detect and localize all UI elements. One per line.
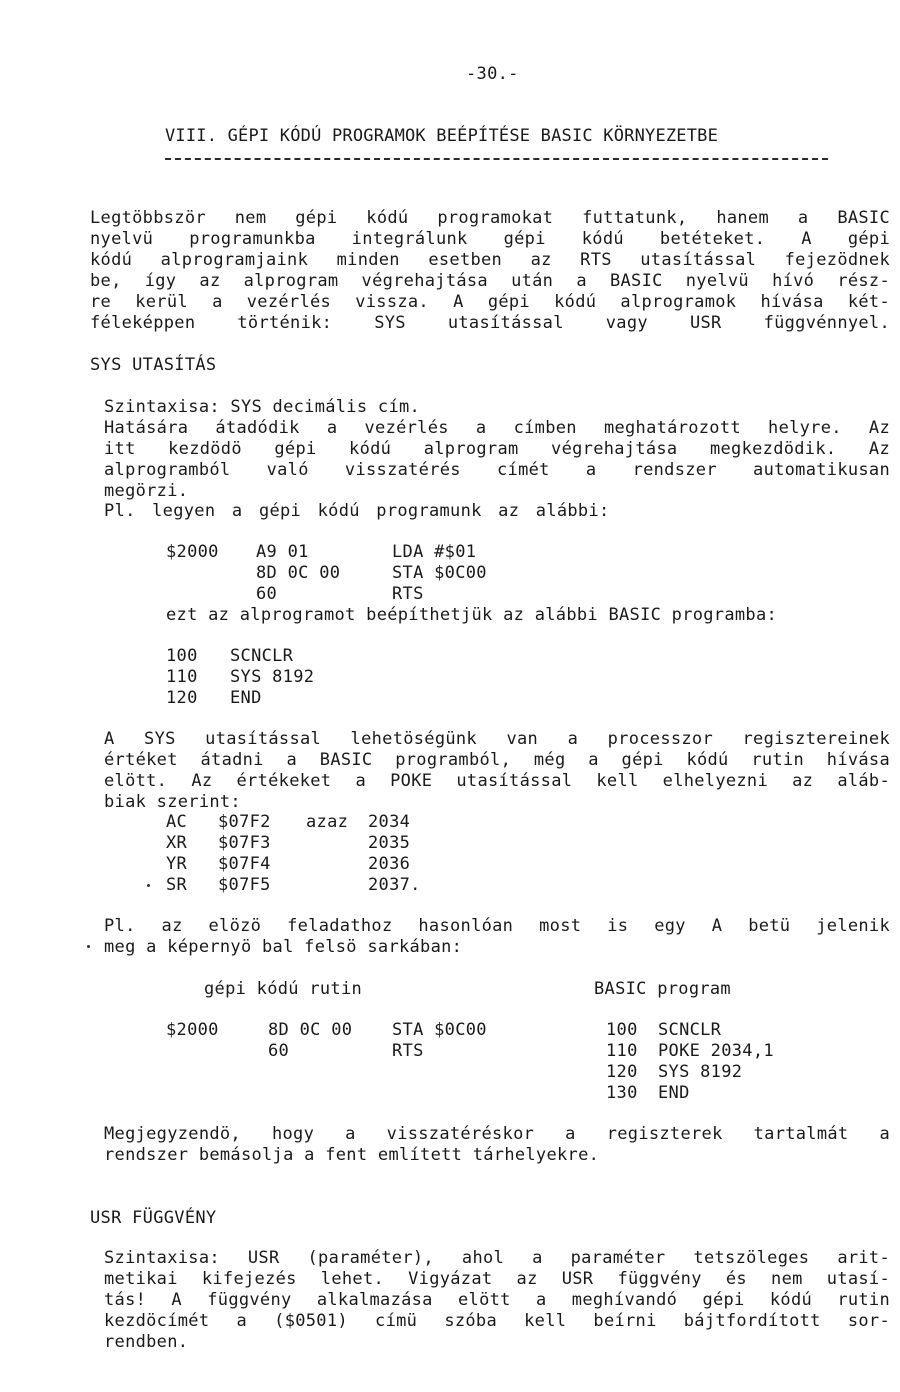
- sys-syntax: Szintaxisa: SYS decimális cím.: [104, 397, 421, 417]
- register-address: $07F3: [218, 833, 271, 853]
- page-number: -30.-: [466, 64, 519, 84]
- register-name: SR: [166, 875, 188, 895]
- text-line: Szintaxisa: USR (paraméter), ahol a paraméter tetszöleges arit-: [104, 1248, 890, 1268]
- usr-heading: USR FÜGGVÉNY: [90, 1208, 217, 1228]
- basic-line-number: 120: [166, 688, 198, 708]
- register-decimal: 2035: [368, 833, 411, 853]
- text-line: rendben.: [104, 1332, 189, 1352]
- basic-statement: END: [230, 688, 262, 708]
- text-line: Legtöbbször nem gépi kódú programokat futtatunk, hanem a BASIC: [90, 208, 890, 228]
- asm-instruction: STA $0C00: [392, 1020, 487, 1040]
- asm-column-heading: gépi kódú rutin: [204, 979, 363, 999]
- asm-bytes: 8D 0C 00: [268, 1020, 353, 1040]
- register-address: $07F5: [218, 875, 271, 895]
- asm-bytes: 60: [268, 1041, 290, 1061]
- text-line: kezdöcímét a ($0501) címü szóba kell beírni bájtfordított sor-: [104, 1311, 890, 1331]
- asm-instruction: RTS: [392, 584, 424, 604]
- basic-statement: SCNCLR: [658, 1020, 722, 1040]
- text-line: Hatására átadódik a vezérlés a címben meghatározott helyre. Az: [104, 418, 890, 438]
- basic-column-heading: BASIC program: [594, 979, 731, 999]
- asm-instruction: LDA #$01: [392, 542, 477, 562]
- asm-bytes: 8D 0C 00: [256, 563, 341, 583]
- margin-mark: [87, 945, 90, 948]
- title-underline: [165, 158, 828, 160]
- basic-line-number: 110: [606, 1041, 638, 1061]
- text-line: biak szerint:: [104, 792, 241, 812]
- text-line: alprogramból való visszatérés címét a rendszer automatikusan: [104, 460, 890, 480]
- text-line: tás! A függvény alkalmazása elött a meghívandó gépi kódú rutin: [104, 1290, 890, 1310]
- asm-instruction: STA $0C00: [392, 563, 487, 583]
- register-name: AC: [166, 812, 188, 832]
- text-line: metikai kifejezés lehet. Vigyázat az USR függvény és nem utasí-: [104, 1269, 890, 1289]
- text-line: megörzi.: [104, 481, 189, 501]
- register-address: $07F4: [218, 854, 271, 874]
- basic-line-number: 100: [166, 646, 198, 666]
- register-address: $07F2: [218, 812, 271, 832]
- margin-mark: [147, 884, 150, 887]
- text-line: A SYS utasítással lehetöségünk van a processzor regisztereinek: [104, 729, 890, 749]
- text-line: Pl. az elözö feladathoz hasonlóan most is egy A betü jelenik: [104, 916, 890, 936]
- text-line: rendszer bemásolja a fent említett tárhelyekre.: [104, 1145, 600, 1165]
- basic-line-number: 100: [606, 1020, 638, 1040]
- register-name: YR: [166, 854, 188, 874]
- register-decimal: 2037.: [368, 875, 421, 895]
- sys-example-bridge: ezt az alprogramot beépíthetjük az alábbi BASIC programba:: [166, 605, 778, 625]
- basic-statement: SYS 8192: [230, 667, 315, 687]
- text-line: elött. Az értékeket a POKE utasítással kell elhelyezni az aláb-: [104, 771, 890, 791]
- asm-bytes: 60: [256, 584, 278, 604]
- sys-example-intro: Pl. legyen a gépi kódú programunk az alábbi:: [104, 501, 610, 521]
- asm-address: $2000: [166, 1020, 219, 1040]
- basic-statement: POKE 2034,1: [658, 1041, 774, 1061]
- text-line: nyelvü programunkba integrálunk gépi kódú betéteket. A gépi: [90, 229, 890, 249]
- register-word: azaz: [306, 812, 349, 832]
- asm-address: $2000: [166, 542, 219, 562]
- basic-line-number: 120: [606, 1062, 638, 1082]
- text-line: Megjegyzendö, hogy a visszatéréskor a regiszterek tartalmát a: [104, 1124, 890, 1144]
- text-line: értéket átadni a BASIC programból, még a gépi kódú rutin hívása: [104, 750, 890, 770]
- text-line: kódú alprogramjaink minden esetben az RTS utasítással fejezödnek: [90, 250, 890, 270]
- register-name: XR: [166, 833, 188, 853]
- text-line: re kerül a vezérlés vissza. A gépi kódú alprogramok hívása két-: [90, 292, 890, 312]
- basic-statement: SCNCLR: [230, 646, 294, 666]
- text-line: itt kezdödö gépi kódú alprogram végrehajtása megkezdödik. Az: [104, 439, 890, 459]
- chapter-title: VIII. GÉPI KÓDÚ PROGRAMOK BEÉPÍTÉSE BASIC KÖRNYEZETBE: [165, 126, 719, 146]
- sys-heading: SYS UTASÍTÁS: [90, 355, 217, 375]
- register-decimal: 2034: [368, 812, 411, 832]
- text-line: be, így az alprogram végrehajtása után a BASIC nyelvü hívó rész-: [90, 271, 890, 291]
- basic-line-number: 130: [606, 1083, 638, 1103]
- basic-statement: SYS 8192: [658, 1062, 743, 1082]
- asm-instruction: RTS: [392, 1041, 424, 1061]
- text-line: féleképpen történik: SYS utasítással vagy USR függvénnyel.: [90, 313, 890, 333]
- basic-line-number: 110: [166, 667, 198, 687]
- text-line: meg a képernyö bal felsö sarkában:: [104, 937, 463, 957]
- register-decimal: 2036: [368, 854, 411, 874]
- asm-bytes: A9 01: [256, 542, 309, 562]
- basic-statement: END: [658, 1083, 690, 1103]
